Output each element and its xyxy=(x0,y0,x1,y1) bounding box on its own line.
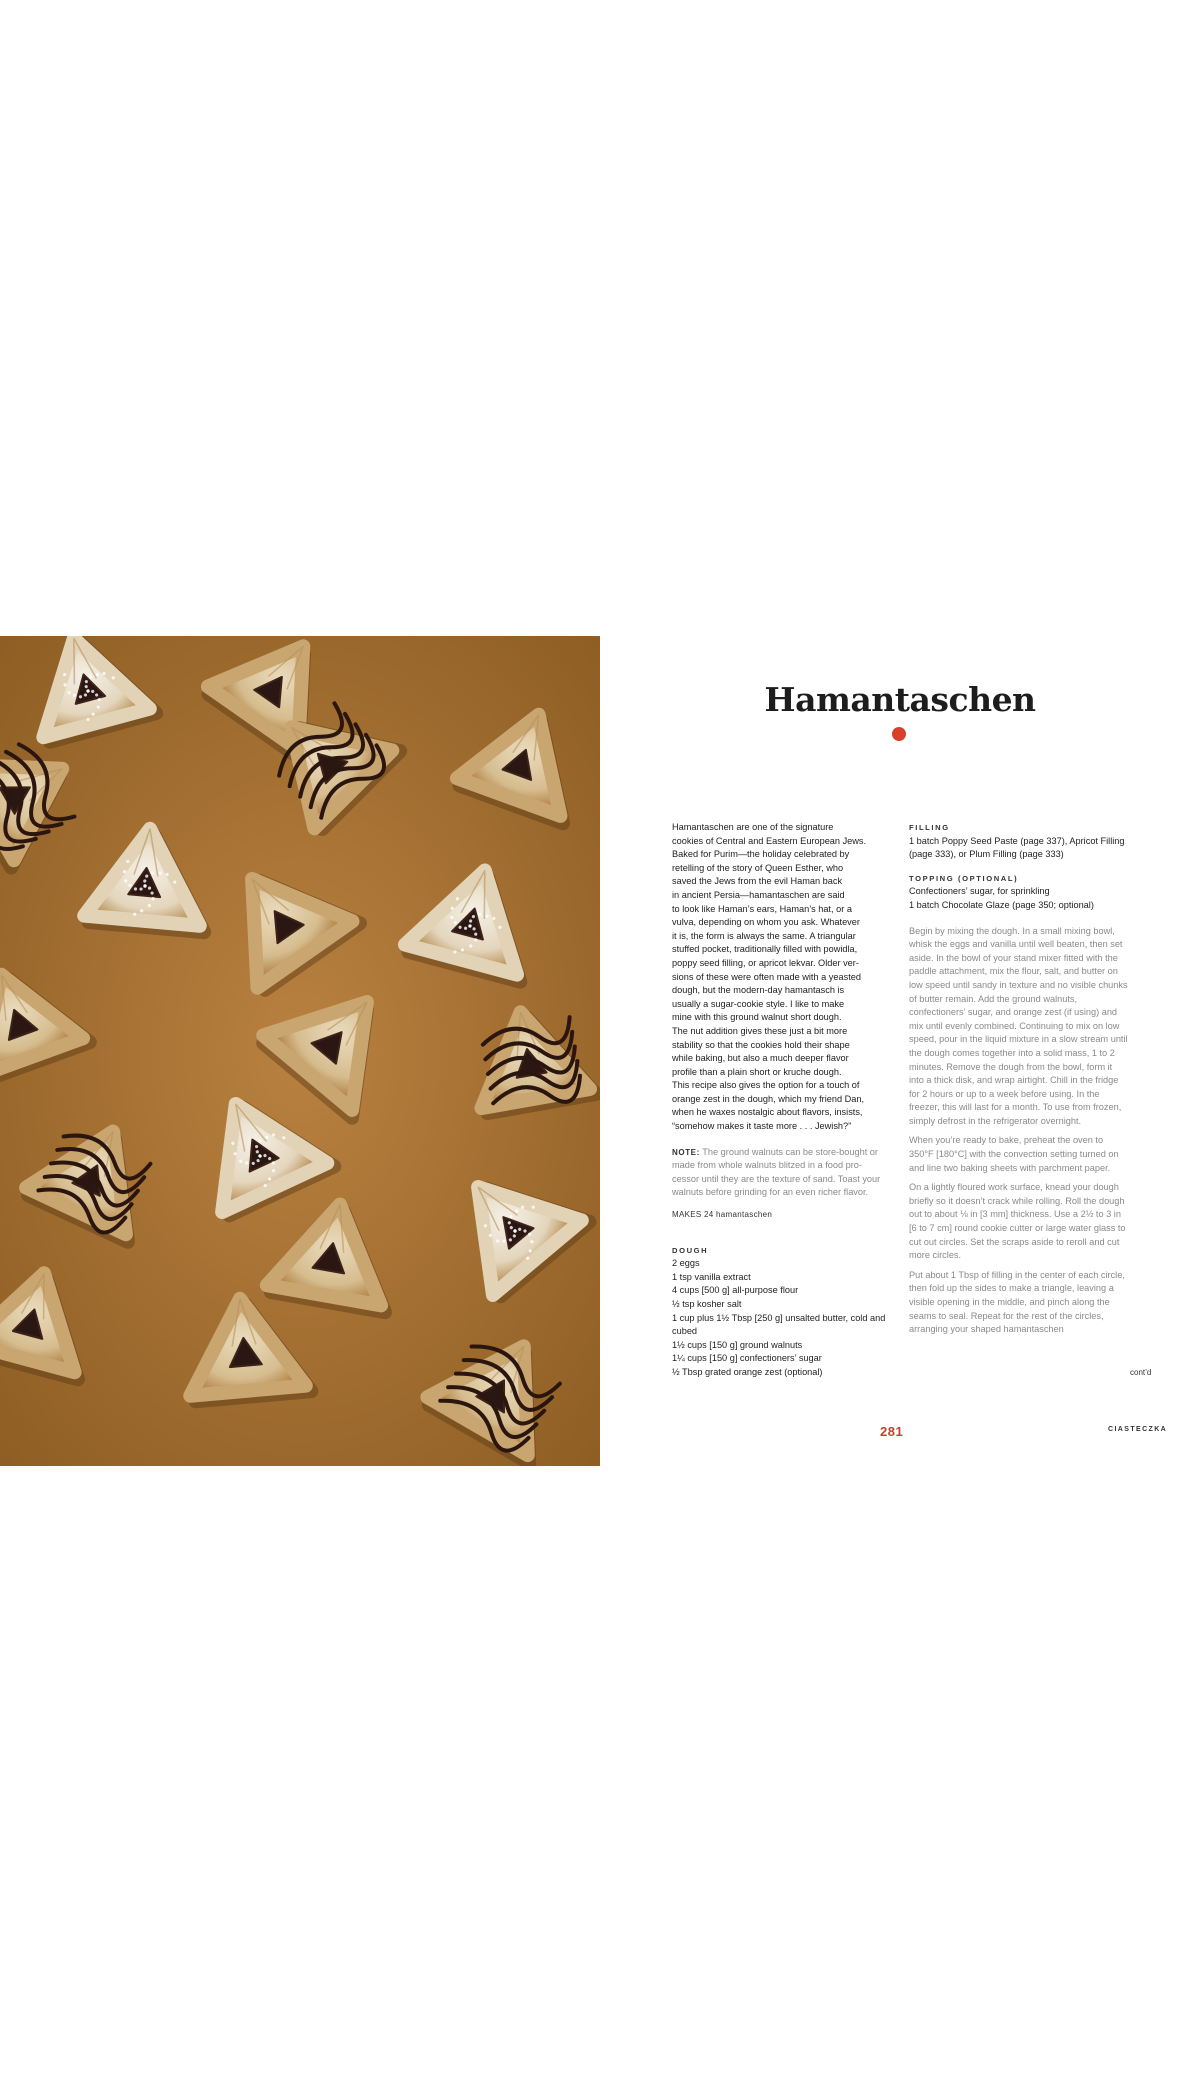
dough-section xyxy=(672,1244,886,1380)
intro-line: stability so that the cookies hold their shape xyxy=(672,1039,850,1050)
dough-ingredient: 2 eggs xyxy=(672,1258,700,1269)
note-text: The ground walnuts can be store-bought or made from whole walnuts blitzed in a food pro-cessor until they are the texture of sand. Toast your walnuts before grinding for an even richer flavor. xyxy=(672,1146,881,1198)
method-step: Put about 1 Tbsp of filling in the center of each circle, then fold up the sides to make a triangle, leaving a visible opening in the middle, and pinch along the seams to seal. Repeat for the rest of the circles, arranging your shaped hamantaschen xyxy=(909,1269,1125,1335)
intro-line: in ancient Persia—hamantaschen are said xyxy=(672,889,845,900)
intro-line: when he waxes nostalgic about flavors, insists, xyxy=(672,1107,863,1118)
intro-line: “somehow makes it taste more . . . Jewish?” xyxy=(672,1121,852,1132)
right-column xyxy=(909,821,1128,1343)
dough-ingredient: 1¼ cups [150 g] confectioners’ sugar xyxy=(672,1353,822,1364)
intro-line: it is, the form is always the same. A triangular xyxy=(672,930,856,941)
dough-ingredient: 1 tsp vanilla extract xyxy=(672,1271,751,1282)
intro-line: poppy seed filling, or apricot lekvar. Older ver- xyxy=(672,957,859,968)
dough-ingredient: ½ Tbsp grated orange zest (optional) xyxy=(672,1366,823,1377)
method-steps xyxy=(909,925,1128,1337)
topping-ingredient-list xyxy=(909,885,1128,912)
recipe-title: Hamantaschen xyxy=(764,680,1036,719)
dough-ingredient: 1 cup plus 1½ Tbsp [250 g] unsalted butter, cold and cubed xyxy=(672,1312,886,1337)
photo-illustration xyxy=(0,636,600,1466)
continued-marker: cont’d xyxy=(1130,1368,1152,1377)
intro-line: to look like Haman’s ears, Haman’s hat, or a xyxy=(672,903,852,914)
note-label: NOTE: xyxy=(672,1147,700,1157)
hamantaschen-photo xyxy=(0,636,600,1466)
intro-line: sions of these were often made with a yeasted xyxy=(672,971,861,982)
dough-ingredient: 1½ cups [150 g] ground walnuts xyxy=(672,1339,803,1350)
method-step: When you’re ready to bake, preheat the oven to 350°F [180°C] with the convection setting turned on and line two baking sheets with parchment paper. xyxy=(909,1135,1119,1173)
filling-ingredient-list xyxy=(909,835,1128,862)
book-spread xyxy=(0,636,1200,1466)
note xyxy=(672,1146,886,1200)
intro-line: while baking, but also a much deeper flavor xyxy=(672,1053,849,1064)
filling-ingredient: 1 batch Poppy Seed Paste (page 337), Apricot Filling (page 333), or Plum Filling (page 333) xyxy=(909,835,1125,860)
dough-ingredient: ½ tsp kosher salt xyxy=(672,1299,742,1309)
intro-line: This recipe also gives the option for a touch of xyxy=(672,1080,860,1091)
intro-line: orange zest in the dough, which my friend Dan, xyxy=(672,1093,865,1104)
dough-heading: DOUGH xyxy=(672,1245,709,1255)
intro-line: profile than a plain short or kruche dough. xyxy=(672,1066,842,1077)
yield: MAKES 24 hamantaschen xyxy=(672,1210,773,1220)
topping-heading: TOPPING (OPTIONAL) xyxy=(909,873,1019,883)
method-step: Begin by mixing the dough. In a small mixing bowl, whisk the eggs and vanilla until well beaten, then set aside. In the bowl of your stand mixer fitted with the paddle attachment, mix the flour, salt, and butter on low speed until sandy in texture and no visible chunks of butter remain. Add the ground walnuts, confectioners’ sugar, and orange zest (if using) and mix until evenly combined. Continuing to mix on low speed, pour in the liquid mixture in a slow stream until the dough comes together into a solid mass, 1 to 2 minutes. Remove the dough from the bowl, form it into a thick disk, and wrap airtight. Chill in the fridge for 2 hours or up to a week before using. In the freezer, this will last for a month. To use from frozen, simply defrost in the refrigerator overnight. xyxy=(909,925,1128,1126)
intro-line: stuffed pocket, traditionally filled with powidla, xyxy=(672,944,858,955)
topping-ingredient: Confectioners’ sugar, for sprinkling xyxy=(909,886,1050,897)
intro-line: saved the Jews from the evil Haman back xyxy=(672,876,843,887)
recipe-page xyxy=(600,636,1200,1466)
intro-line: mine with this ground walnut short dough. xyxy=(672,1012,842,1023)
intro-line: cookies of Central and Eastern European Jews. xyxy=(672,835,867,846)
topping-section xyxy=(909,872,1128,913)
intro-line: retelling of the story of Queen Esther, who xyxy=(672,862,844,873)
filling-section xyxy=(909,821,1128,862)
intro-line: dough, but the modern-day hamantasch is xyxy=(672,985,845,996)
intro-line: The nut addition gives these just a bit more xyxy=(672,1025,848,1036)
title-accent-dot xyxy=(892,727,906,741)
running-head: CIASTECZKA xyxy=(1108,1426,1168,1433)
topping-ingredient: 1 batch Chocolate Glaze (page 350; optional) xyxy=(909,899,1094,910)
dough-ingredient: 4 cups [500 g] all-purpose flour xyxy=(672,1285,799,1296)
filling-heading: FILLING xyxy=(909,823,950,832)
page-number: 281 xyxy=(880,1424,904,1439)
intro-line: vulva, depending on whom you ask. Whatever xyxy=(672,917,860,928)
left-column xyxy=(672,821,886,1380)
intro-line: Baked for Purim—the holiday celebrated by xyxy=(672,849,850,860)
method-step: On a lightly floured work surface, knead your dough briefly so it doesn’t crack while rolling. Roll the dough out to about ⅛ in [3 mm] thickness. Use a 2½ to 3 in [6 to 7 cm] round cookie cutter or large water glass to cut out circles. Set the scraps aside to reroll and cut more circles. xyxy=(909,1182,1126,1261)
intro-line: Hamantaschen are one of the signature xyxy=(672,822,834,832)
intro-paragraph xyxy=(672,821,886,1134)
dough-ingredient-list xyxy=(672,1257,886,1379)
intro-line: usually a sugar-cookie style. I like to make xyxy=(672,998,845,1009)
